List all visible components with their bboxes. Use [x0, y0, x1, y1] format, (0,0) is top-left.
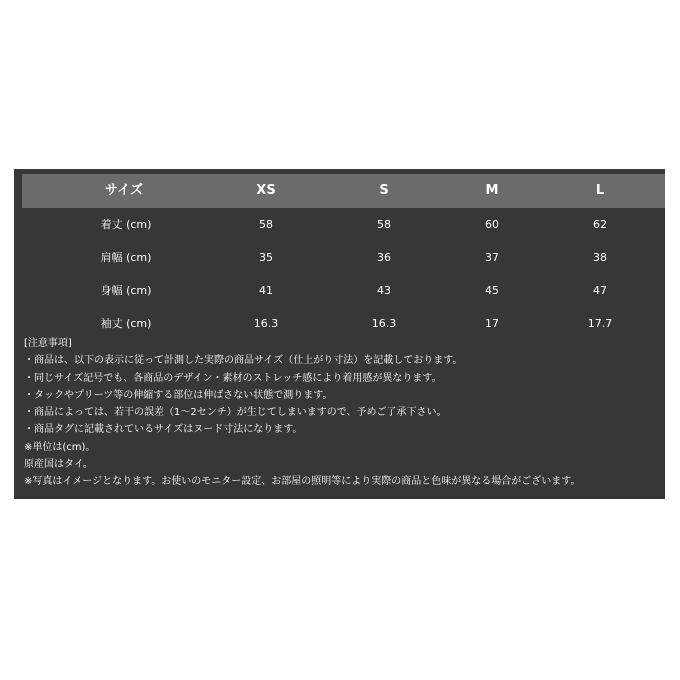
table-cell: 36: [377, 251, 391, 264]
table-cell: 58: [259, 218, 273, 231]
table-cell: 45: [485, 284, 499, 297]
table-row-length: [14, 208, 665, 241]
table-cell: 41: [259, 284, 273, 297]
table-cell: 43: [377, 284, 391, 297]
table-cell: 60: [485, 218, 499, 231]
table-cell: 35: [259, 251, 273, 264]
table-row-shoulder: [14, 241, 665, 274]
size-chart-panel: [14, 169, 665, 499]
row-label-shoulder: 肩幅 (cm): [100, 251, 152, 264]
row-label-sleeve: 袖丈 (cm): [100, 317, 152, 330]
table-cell: 16.3: [371, 317, 397, 330]
table-cell: 47: [593, 284, 607, 297]
note-line: ・同じサイズ記号でも、各商品のデザイン・素材のストレッチ感により着用感が異なります。: [24, 372, 442, 384]
unit-note: ※単位は(cm)。: [24, 441, 96, 453]
table-cell: 17: [485, 317, 499, 330]
row-label-length: 着丈 (cm): [100, 218, 152, 231]
table-row-chest: [14, 274, 665, 307]
table-cell: 37: [485, 251, 499, 264]
header-size-xs: XS: [256, 183, 276, 198]
table-cell: 58: [377, 218, 391, 231]
note-line: ・タックやプリーツ等の伸縮する部位は伸ばさない状態で測ります。: [24, 389, 333, 401]
header-size-l: L: [595, 183, 605, 198]
header-size-label: サイズ: [105, 183, 143, 198]
notes-section: [24, 335, 659, 491]
table-cell: 17.7: [587, 317, 613, 330]
note-line: ・商品タグに記載されているサイズはヌード寸法になります。: [24, 424, 303, 436]
photo-disclaimer: ※写真はイメージとなります。お使いのモニター設定、お部屋の照明等により実際の商品と色味が異なる場合がございます。: [24, 476, 581, 488]
origin-note: 原産国はタイ。: [24, 459, 93, 471]
size-table-header: [22, 174, 665, 208]
table-cell: 62: [593, 218, 607, 231]
header-size-m: M: [485, 183, 499, 198]
table-cell: 38: [593, 251, 607, 264]
notes-heading: [注意事項]: [24, 338, 72, 349]
row-label-chest: 身幅 (cm): [100, 284, 152, 297]
note-line: ・商品は、以下の表示に従って計測した実際の商品サイズ（仕上がり寸法）を記載しております。: [24, 355, 463, 367]
note-line: ・商品によっては、若干の誤差（1〜2センチ）が生じてしまいますので、予めご了承下さい。: [24, 407, 447, 419]
table-cell: 16.3: [253, 317, 279, 330]
header-size-s: S: [379, 183, 389, 198]
